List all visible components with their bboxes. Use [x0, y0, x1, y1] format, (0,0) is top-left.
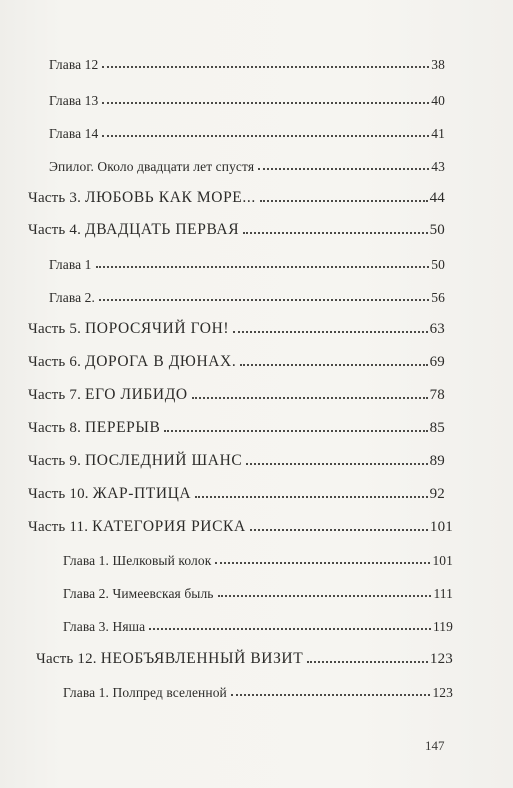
entry-label: Глава 3. Няша: [63, 619, 146, 634]
dot-leader: [102, 66, 429, 68]
toc-entry: [63, 613, 453, 635]
toc-entry: [49, 284, 445, 306]
entry-page: 92: [429, 486, 445, 502]
dot-leader: [215, 562, 430, 564]
entry-label: Часть 12. НЕОБЪЯВЛЕННЫЙ ВИЗИТ: [36, 650, 304, 667]
entry-page: 69: [429, 354, 445, 370]
toc-entry: [36, 646, 453, 668]
entry-page: 56: [431, 290, 445, 305]
entry-page: 43: [431, 159, 445, 174]
toc-entry: [28, 415, 445, 437]
entry-label: Глава 1: [49, 257, 92, 272]
entry-label: Часть 4. ДВАДЦАТЬ ПЕРВАЯ: [28, 221, 240, 238]
entry-page: 123: [432, 685, 453, 700]
entry-page: 89: [429, 453, 445, 469]
dot-leader: [149, 628, 431, 630]
entry-label: Часть 11. КАТЕГОРИЯ РИСКА: [28, 518, 246, 535]
entry-page: 50: [431, 257, 445, 272]
dot-leader: [260, 200, 428, 202]
dot-leader: [96, 266, 430, 268]
entry-label: Часть 8. ПЕРЕРЫВ: [28, 419, 161, 436]
entry-label: Часть 3. ЛЮБОВЬ КАК МОРЕ...: [28, 189, 256, 206]
toc-entry: [49, 120, 445, 142]
entry-page: 40: [431, 93, 445, 108]
entry-label: Часть 6. ДОРОГА В ДЮНАХ.: [28, 353, 237, 370]
dot-leader: [233, 331, 427, 333]
entry-label: Глава 13: [49, 93, 99, 108]
entry-page: 123: [429, 651, 453, 667]
entry-label: Часть 9. ПОСЛЕДНИЙ ШАНС: [28, 452, 243, 469]
dot-leader: [307, 661, 428, 663]
dot-leader: [99, 299, 429, 301]
toc-entry: [28, 316, 445, 338]
entry-label: Эпилог. Около двадцати лет спустя: [49, 159, 255, 174]
entry-label: Часть 7. ЕГО ЛИБИДО: [28, 386, 188, 403]
entry-page: 85: [429, 420, 445, 436]
dot-leader: [102, 135, 429, 137]
entry-label: Глава 12: [49, 57, 99, 72]
toc-entry: [49, 251, 445, 273]
toc-entry: [63, 580, 453, 602]
entry-label: Глава 1. Полпред вселенной: [63, 685, 227, 700]
toc-entry: [28, 185, 445, 207]
dot-leader: [250, 529, 428, 531]
toc-entry: [28, 382, 445, 404]
entry-page: 119: [432, 619, 453, 634]
dot-leader: [164, 430, 427, 432]
dot-leader: [218, 595, 432, 597]
toc-entry: [28, 481, 445, 503]
dot-leader: [243, 232, 427, 234]
entry-page: 38: [431, 57, 445, 72]
entry-label: Глава 2.: [49, 290, 96, 305]
dot-leader: [231, 694, 431, 696]
entry-page: 50: [429, 222, 445, 238]
toc-entry: [49, 51, 445, 73]
toc-entry: [49, 87, 445, 109]
dot-leader: [195, 496, 427, 498]
entry-label: Глава 1. Шелковый колок: [63, 553, 212, 568]
dot-leader: [192, 397, 428, 399]
page-number: 147: [425, 738, 445, 753]
entry-page: 63: [429, 321, 445, 337]
dot-leader: [240, 364, 427, 366]
toc-entry: [49, 153, 445, 175]
entry-page: 101: [432, 553, 453, 568]
entry-label: Часть 10. ЖАР-ПТИЦА: [28, 485, 192, 502]
entry-page: 44: [429, 190, 445, 206]
toc-entry: [28, 349, 445, 371]
entry-page: 111: [433, 586, 453, 601]
entry-label: Глава 2. Чимеевская быль: [63, 586, 214, 601]
dot-leader: [102, 102, 429, 104]
entry-page: 78: [429, 387, 445, 403]
entry-label: Глава 14: [49, 126, 99, 141]
toc-entry: [28, 514, 453, 536]
entry-page: 101: [429, 519, 453, 535]
toc-entry: [63, 679, 453, 701]
dot-leader: [258, 168, 429, 170]
entry-label: Часть 5. ПОРОСЯЧИЙ ГОН!: [28, 320, 230, 337]
dot-leader: [246, 463, 427, 465]
entry-page: 41: [431, 126, 445, 141]
toc-entry: [28, 448, 445, 470]
toc-entry: [28, 217, 445, 239]
toc-entry: [63, 547, 453, 569]
